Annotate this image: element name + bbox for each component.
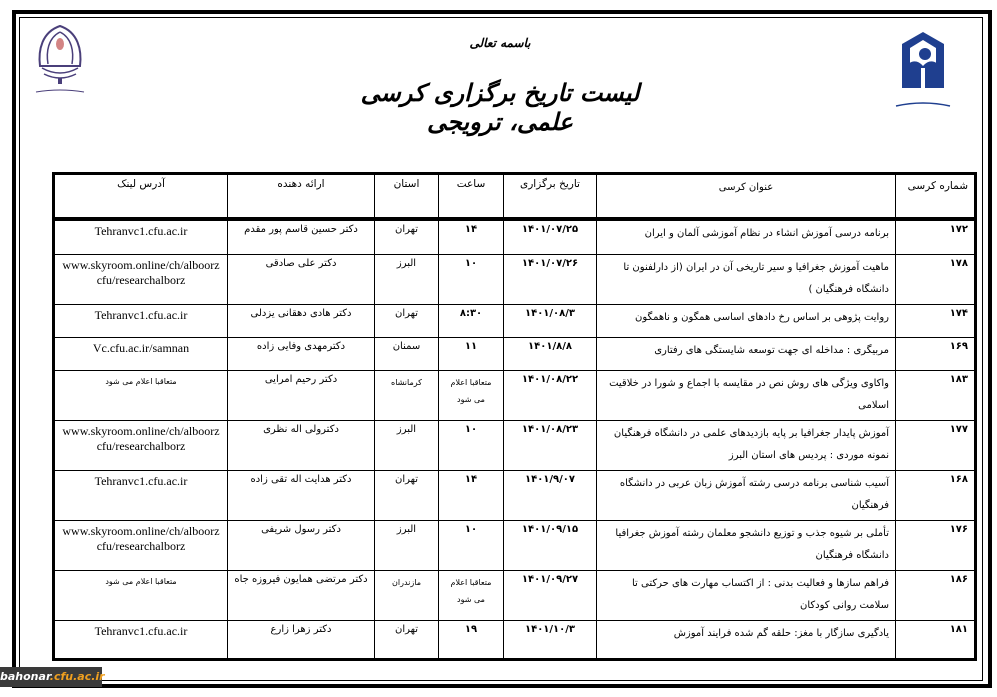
row-province: تهران xyxy=(375,620,439,659)
row-number: ۱۷۸ xyxy=(896,254,976,304)
row-link[interactable]: www.skyroom.online/ch/alboorzcfu/researchalborz xyxy=(54,254,228,304)
row-title: آسیب شناسی برنامه درسی رشته آموزش زبان عربی در دانشگاه فرهنگیان xyxy=(597,470,896,520)
row-number: ۱۸۶ xyxy=(896,570,976,620)
row-link[interactable]: www.skyroom.online/ch/alboorzcfu/researchalborz xyxy=(54,520,228,570)
row-presenter: دکترولی اله نظری xyxy=(228,420,375,470)
row-number: ۱۷۲ xyxy=(896,219,976,254)
row-hour: ۱۴ xyxy=(439,219,504,254)
row-number: ۱۸۱ xyxy=(896,620,976,659)
table-row xyxy=(54,620,976,659)
row-link[interactable]: www.skyroom.online/ch/alboorzcfu/researchalborz xyxy=(54,420,228,470)
table-row xyxy=(54,254,976,304)
row-number: ۱۷۶ xyxy=(896,520,976,570)
row-number: ۱۷۴ xyxy=(896,304,976,337)
table-row xyxy=(54,470,976,520)
row-number: ۱۷۷ xyxy=(896,420,976,470)
row-province: کرمانشاه xyxy=(375,370,439,420)
watermark-domain: .cfu.ac.ir xyxy=(49,670,105,683)
row-hour: ۱۰ xyxy=(439,520,504,570)
row-hour: متعاقبا اعلام می شود xyxy=(439,570,504,620)
row-province: البرز xyxy=(375,520,439,570)
table-row xyxy=(54,570,976,620)
row-province: سمنان xyxy=(375,337,439,370)
page-title: لیست تاریخ برگزاری کرسی علمی، ترویجی xyxy=(360,78,640,136)
row-province: البرز xyxy=(375,254,439,304)
row-title: یادگیری سازگار با مغز: حلقه گم شده فرایند آموزش xyxy=(597,620,896,659)
row-number: ۱۶۸ xyxy=(896,470,976,520)
col-header-date: تاریخ برگزاری xyxy=(504,174,597,220)
row-link[interactable]: Tehranvc1.cfu.ac.ir xyxy=(54,620,228,659)
row-presenter: دکتر رسول شریفی xyxy=(228,520,375,570)
row-link[interactable]: Tehranvc1.cfu.ac.ir xyxy=(54,219,228,254)
row-presenter: دکتر رحیم امرایی xyxy=(228,370,375,420)
row-title: برنامه درسی آموزش انشاء در نظام آموزشی آلمان و ایران xyxy=(597,219,896,254)
row-hour: ۱۰ xyxy=(439,254,504,304)
col-header-number: شماره کرسی xyxy=(896,174,976,220)
row-presenter: دکتر حسین قاسم پور مقدم xyxy=(228,219,375,254)
row-presenter: دکتر هدایت اله تقی زاده xyxy=(228,470,375,520)
table-header-row xyxy=(54,174,976,220)
row-hour: ۱۱ xyxy=(439,337,504,370)
row-link[interactable]: Tehranvc1.cfu.ac.ir xyxy=(54,470,228,520)
row-date: ۱۴۰۱/۱۰/۳ xyxy=(504,620,597,659)
row-presenter: دکترمهدی وفایی زاده xyxy=(228,337,375,370)
row-province: تهران xyxy=(375,304,439,337)
col-header-province: استان xyxy=(375,174,439,220)
row-province: مازندران xyxy=(375,570,439,620)
col-header-hour: ساعت xyxy=(439,174,504,220)
row-date: ۱۴۰۱/۸/۸ xyxy=(504,337,597,370)
bahonar-campus-logo xyxy=(30,22,90,102)
col-header-title: عنوان کرسی xyxy=(597,174,896,220)
farhangian-university-logo xyxy=(888,28,958,118)
table-row xyxy=(54,370,976,420)
row-date: ۱۴۰۱/۰۷/۲۵ xyxy=(504,219,597,254)
row-link[interactable]: Tehranvc1.cfu.ac.ir xyxy=(54,304,228,337)
row-province: تهران xyxy=(375,470,439,520)
row-link[interactable]: Vc.cfu.ac.ir/samnan xyxy=(54,337,228,370)
row-presenter: دکتر هادی دهقانی یزدلی xyxy=(228,304,375,337)
table-row xyxy=(54,304,976,337)
basmala-heading: باسمه تعالی xyxy=(469,36,531,50)
col-header-presenter: ارائه دهنده xyxy=(228,174,375,220)
row-link: متعاقبا اعلام می شود xyxy=(54,370,228,420)
row-date: ۱۴۰۱/۰۸/۲۲ xyxy=(504,370,597,420)
row-title: آموزش پایدار جغرافیا بر پایه بازدیدهای علمی در دانشگاه فرهنگیان نمونه موردی : پردیس های استان البرز xyxy=(597,420,896,470)
row-date: ۱۴۰۱/۹/۰۷ xyxy=(504,470,597,520)
row-title: واکاوی ویژگی های روش نص در مقایسه با اجماع و شورا در خلاقیت اسلامی xyxy=(597,370,896,420)
lecture-schedule-table xyxy=(52,172,977,661)
row-title: روایت پژوهی بر اساس رخ دادهای اساسی همگون و ناهمگون xyxy=(597,304,896,337)
row-number: ۱۶۹ xyxy=(896,337,976,370)
row-title: ماهیت آموزش جغرافیا و سیر تاریخی آن در ایران (از دارلفنون تا دانشگاه فرهنگیان ) xyxy=(597,254,896,304)
row-presenter: دکتر زهرا زارع xyxy=(228,620,375,659)
row-date: ۱۴۰۱/۰۹/۱۵ xyxy=(504,520,597,570)
row-province: البرز xyxy=(375,420,439,470)
row-hour: ۱۹ xyxy=(439,620,504,659)
row-title: مربیگری : مداخله ای جهت توسعه شایستگی های رفتاری xyxy=(597,337,896,370)
table-row xyxy=(54,337,976,370)
table-row xyxy=(54,420,976,470)
row-province: تهران xyxy=(375,219,439,254)
row-hour: ۸:۳۰ xyxy=(439,304,504,337)
row-date: ۱۴۰۱/۰۷/۲۶ xyxy=(504,254,597,304)
col-header-link: آدرس لینک xyxy=(54,174,228,220)
site-watermark xyxy=(0,667,105,687)
row-date: ۱۴۰۱/۰۸/۲۳ xyxy=(504,420,597,470)
table-row xyxy=(54,520,976,570)
row-hour: متعاقبا اعلام می شود xyxy=(439,370,504,420)
row-link: متعاقبا اعلام می شود xyxy=(54,570,228,620)
row-presenter: دکتر مرتضی همایون فیروزه جاه xyxy=(228,570,375,620)
row-number: ۱۸۳ xyxy=(896,370,976,420)
row-presenter: دکتر علی صادقی xyxy=(228,254,375,304)
row-hour: ۱۴ xyxy=(439,470,504,520)
table-row xyxy=(54,219,976,254)
row-title: تأملی بر شیوه جذب و توزیع دانشجو معلمان رشته آموزش جغرافیا دانشگاه فرهنگیان xyxy=(597,520,896,570)
row-date: ۱۴۰۱/۰۸/۳ xyxy=(504,304,597,337)
row-hour: ۱۰ xyxy=(439,420,504,470)
row-date: ۱۴۰۱/۰۹/۲۷ xyxy=(504,570,597,620)
watermark-text: bahonar xyxy=(0,670,50,683)
row-title: فراهم سازها و فعالیت بدنی : از اکتساب مهارت های حرکتی تا سلامت روانی کودکان xyxy=(597,570,896,620)
